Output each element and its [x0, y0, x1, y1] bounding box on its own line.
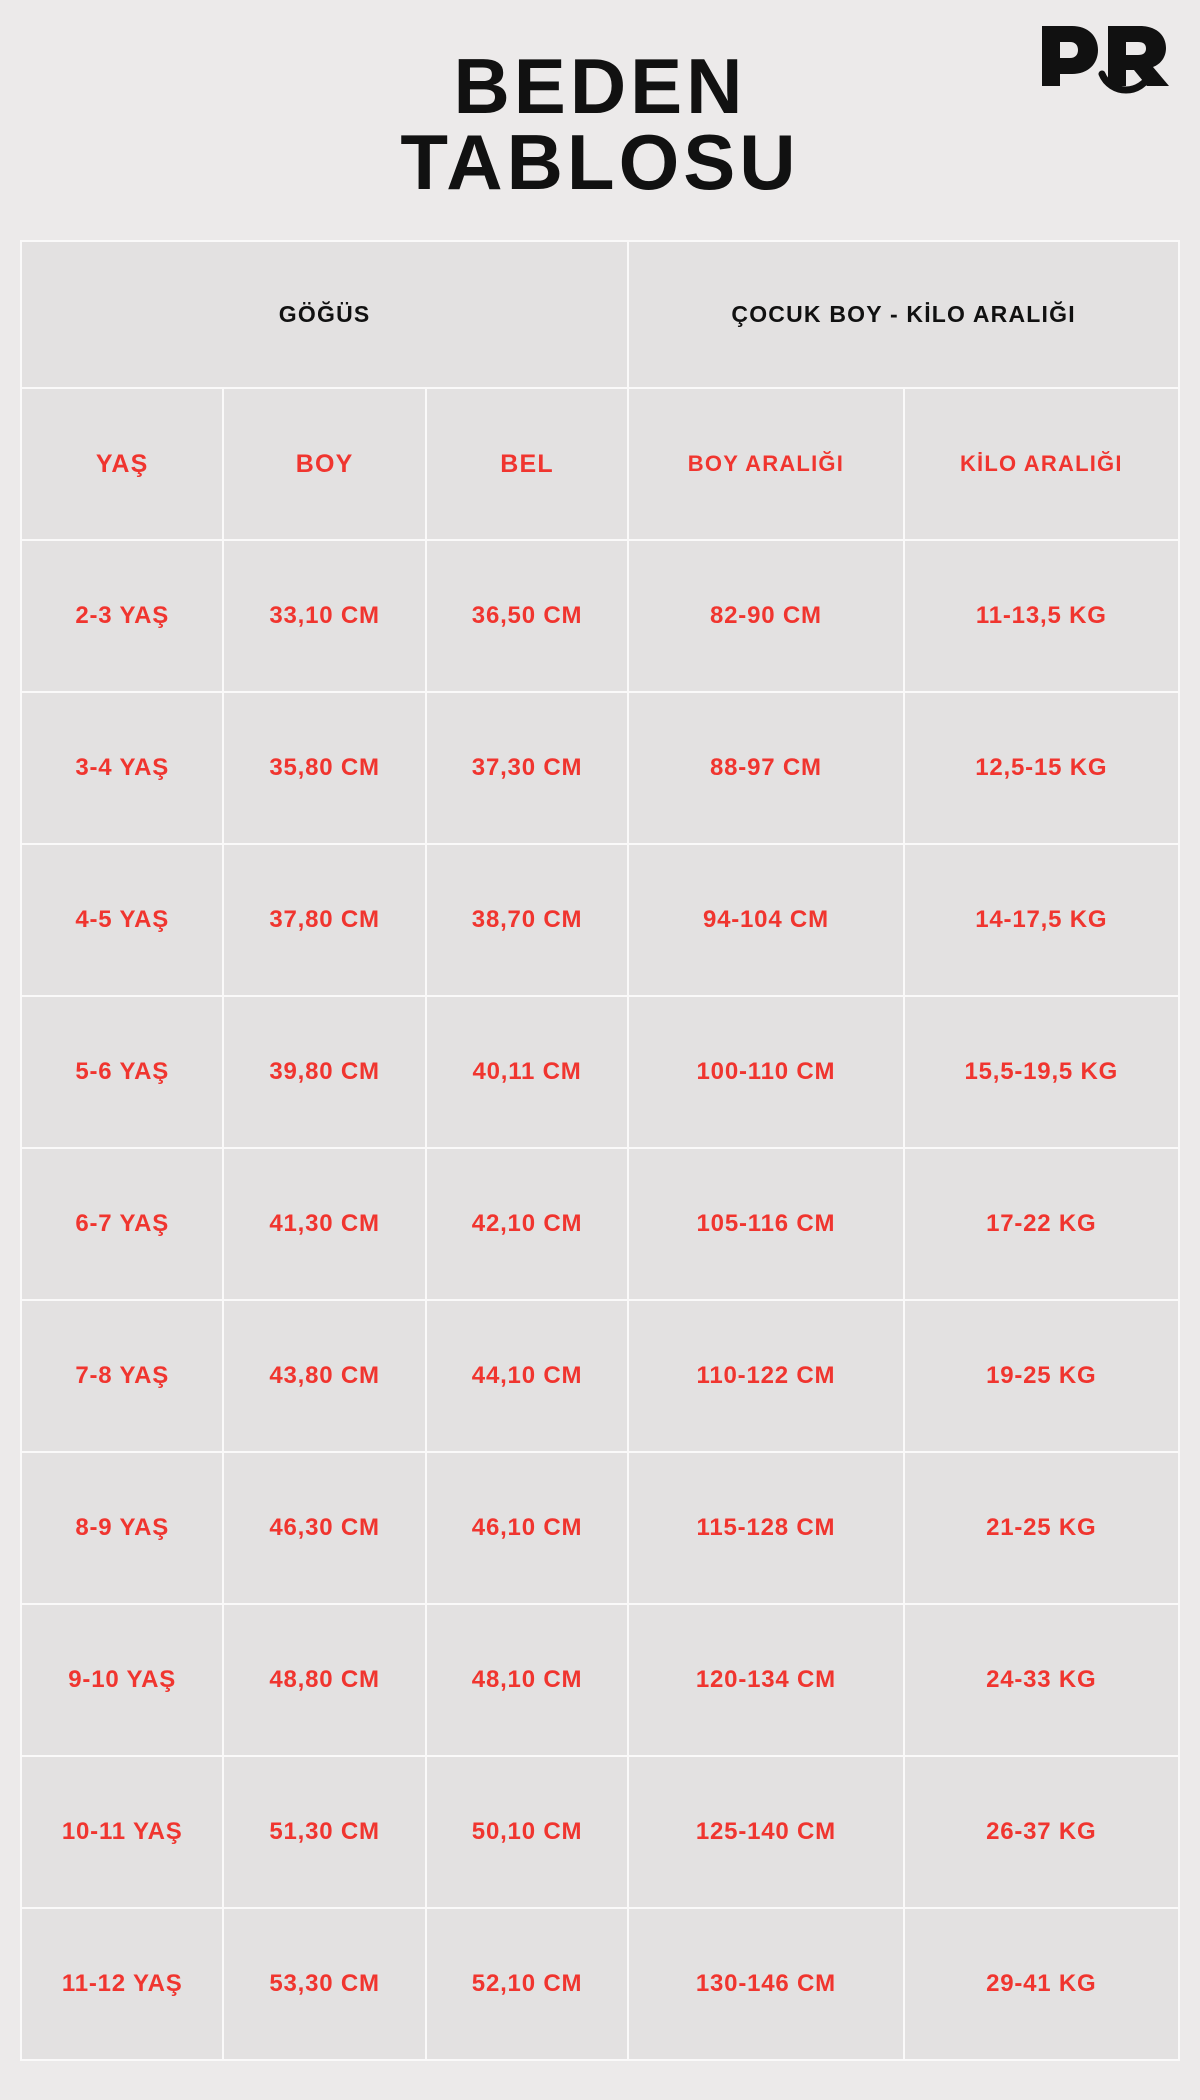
cell-weight-range: 15,5-19,5 KG	[904, 996, 1179, 1148]
cell-height-range: 88-97 CM	[628, 692, 903, 844]
table-row	[21, 1604, 1179, 1756]
cell-height-range: 82-90 CM	[628, 540, 903, 692]
cell-weight-range: 26-37 KG	[904, 1756, 1179, 1908]
column-header-row	[21, 388, 1179, 540]
cell-height: 35,80 CM	[223, 692, 425, 844]
cell-age: 10-11 YAŞ	[21, 1756, 223, 1908]
cell-age: 5-6 YAŞ	[21, 996, 223, 1148]
cell-height-range: 100-110 CM	[628, 996, 903, 1148]
cell-height: 51,30 CM	[223, 1756, 425, 1908]
cell-weight-range: 24-33 KG	[904, 1604, 1179, 1756]
cell-height: 43,80 CM	[223, 1300, 425, 1452]
cell-waist: 42,10 CM	[426, 1148, 628, 1300]
page-title-line-2: TABLOSU	[400, 118, 800, 207]
cell-height-range: 94-104 CM	[628, 844, 903, 996]
cell-height: 37,80 CM	[223, 844, 425, 996]
column-header-height-range: BOY ARALIĞI	[628, 388, 903, 540]
cell-waist: 40,11 CM	[426, 996, 628, 1148]
column-header-weight-range: KİLO ARALIĞI	[904, 388, 1179, 540]
cell-weight-range: 11-13,5 KG	[904, 540, 1179, 692]
cell-weight-range: 21-25 KG	[904, 1452, 1179, 1604]
cell-waist: 37,30 CM	[426, 692, 628, 844]
cell-age: 4-5 YAŞ	[21, 844, 223, 996]
cell-weight-range: 19-25 KG	[904, 1300, 1179, 1452]
cell-waist: 38,70 CM	[426, 844, 628, 996]
cell-waist: 46,10 CM	[426, 1452, 628, 1604]
size-table	[20, 240, 1180, 2061]
group-header-row	[21, 241, 1179, 388]
table-row	[21, 1452, 1179, 1604]
table-head	[21, 241, 1179, 540]
cell-age: 8-9 YAŞ	[21, 1452, 223, 1604]
cell-age: 2-3 YAŞ	[21, 540, 223, 692]
cell-height: 53,30 CM	[223, 1908, 425, 2060]
page-title-line-1: BEDEN	[453, 42, 747, 130]
cell-height: 48,80 CM	[223, 1604, 425, 1756]
cell-weight-range: 14-17,5 KG	[904, 844, 1179, 996]
column-header-waist: BEL	[426, 388, 628, 540]
cell-age: 11-12 YAŞ	[21, 1908, 223, 2060]
cell-weight-range: 17-22 KG	[904, 1148, 1179, 1300]
size-table-wrapper	[0, 240, 1200, 2061]
table-row	[21, 692, 1179, 844]
cell-waist: 50,10 CM	[426, 1756, 628, 1908]
table-body	[21, 540, 1179, 2060]
cell-age: 3-4 YAŞ	[21, 692, 223, 844]
cell-height-range: 120-134 CM	[628, 1604, 903, 1756]
table-row	[21, 1300, 1179, 1452]
page-header	[0, 0, 1200, 240]
cell-waist: 36,50 CM	[426, 540, 628, 692]
cell-height: 46,30 CM	[223, 1452, 425, 1604]
column-header-age: YAŞ	[21, 388, 223, 540]
cell-height-range: 130-146 CM	[628, 1908, 903, 2060]
table-row	[21, 1756, 1179, 1908]
page-title	[0, 30, 1200, 207]
cell-height-range: 115-128 CM	[628, 1452, 903, 1604]
cell-weight-range: 12,5-15 KG	[904, 692, 1179, 844]
column-header-height: BOY	[223, 388, 425, 540]
cell-height-range: 125-140 CM	[628, 1756, 903, 1908]
cell-waist: 44,10 CM	[426, 1300, 628, 1452]
cell-waist: 48,10 CM	[426, 1604, 628, 1756]
cell-height: 39,80 CM	[223, 996, 425, 1148]
cell-weight-range: 29-41 KG	[904, 1908, 1179, 2060]
table-row	[21, 1908, 1179, 2060]
cell-age: 7-8 YAŞ	[21, 1300, 223, 1452]
group-header-chest: GÖĞÜS	[21, 241, 628, 388]
table-row	[21, 996, 1179, 1148]
table-row	[21, 1148, 1179, 1300]
cell-height: 41,30 CM	[223, 1148, 425, 1300]
cell-height: 33,10 CM	[223, 540, 425, 692]
cell-age: 9-10 YAŞ	[21, 1604, 223, 1756]
group-header-height-weight: ÇOCUK BOY - KİLO ARALIĞI	[628, 241, 1179, 388]
table-row	[21, 540, 1179, 692]
cell-age: 6-7 YAŞ	[21, 1148, 223, 1300]
cell-waist: 52,10 CM	[426, 1908, 628, 2060]
cell-height-range: 110-122 CM	[628, 1300, 903, 1452]
cell-height-range: 105-116 CM	[628, 1148, 903, 1300]
pr-logo-icon	[1036, 22, 1176, 102]
table-row	[21, 844, 1179, 996]
